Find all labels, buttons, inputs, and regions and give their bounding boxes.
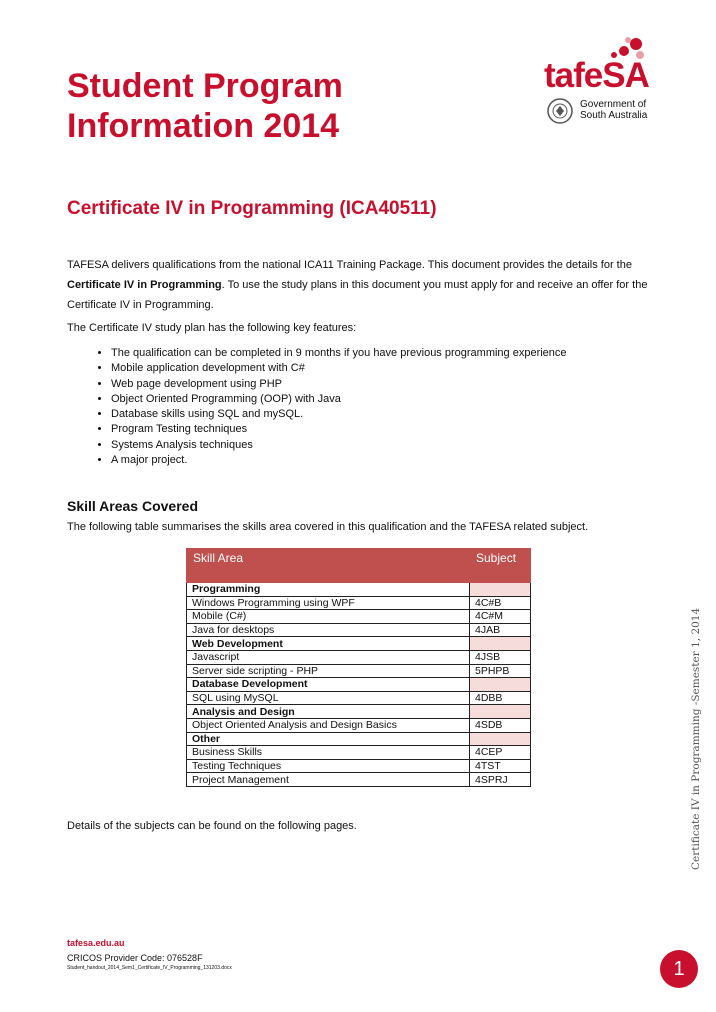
list-item: • The qualification can be completed in 9 months if you have previous programming experience	[111, 346, 567, 361]
subject-cell: 4JSB	[470, 650, 531, 664]
subject-cell	[470, 583, 531, 597]
table-category-row	[187, 732, 531, 746]
header-skill-area: Skill Area	[187, 549, 470, 583]
table-category-row	[187, 583, 531, 597]
tafesa-logo: tafeSA	[544, 56, 649, 95]
list-item: • Program Testing techniques	[111, 422, 567, 437]
details-note: Details of the subjects can be found on the following pages.	[67, 820, 357, 832]
subject-cell: 4TST	[470, 759, 531, 773]
table-row	[187, 718, 531, 732]
subject-cell: 4C#B	[470, 596, 531, 610]
subject-cell	[470, 732, 531, 746]
subject-cell: 4DBB	[470, 691, 531, 705]
gov-line-1: Government of	[580, 99, 647, 110]
table-category-row	[187, 705, 531, 719]
footer-url-link[interactable]: tafesa.edu.au	[67, 938, 125, 948]
page-number-badge: 1	[660, 950, 698, 988]
course-title: Certificate IV in Programming (ICA40511)	[67, 198, 437, 219]
skill-cell: Testing Techniques	[187, 759, 470, 773]
table-row	[187, 623, 531, 637]
table-row	[187, 773, 531, 787]
subject-cell	[470, 678, 531, 692]
skill-cell: Other	[187, 732, 470, 746]
subject-cell	[470, 705, 531, 719]
subject-cell: 4SPRJ	[470, 773, 531, 787]
skill-cell: Programming	[187, 583, 470, 597]
skill-cell: Database Development	[187, 678, 470, 692]
skill-cell: Java for desktops	[187, 623, 470, 637]
skill-cell: Mobile (C#)	[187, 610, 470, 624]
table-row	[187, 596, 531, 610]
intro-text-1: TAFESA delivers qualifications from the national ICA11 Training Package. This document provides the details for the	[67, 259, 632, 271]
skill-cell: Windows Programming using WPF	[187, 596, 470, 610]
intro-paragraph	[67, 255, 657, 315]
features-list	[87, 346, 567, 468]
skill-cell: Server side scripting - PHP	[187, 664, 470, 678]
government-logo-text	[580, 99, 647, 121]
skill-cell: Javascript	[187, 650, 470, 664]
subject-cell	[470, 637, 531, 651]
list-item: • Mobile application development with C#	[111, 361, 567, 376]
skills-intro: The following table summarises the skills area covered in this qualification and the TAFESA related subject.	[67, 521, 589, 533]
intro-bold-course: Certificate IV in Programming	[67, 279, 222, 291]
page-title	[67, 66, 343, 146]
skills-table-body	[187, 583, 531, 787]
table-row	[187, 650, 531, 664]
government-crest-icon	[546, 97, 574, 125]
table-row	[187, 759, 531, 773]
side-running-text: Certificate IV in Programming -Semester 1, 2014	[690, 607, 702, 870]
subject-cell: 4CEP	[470, 746, 531, 760]
subject-cell: 4SDB	[470, 718, 531, 732]
header-subject: Subject	[470, 549, 531, 583]
intro-text-2: . To use the study plans in this document you must apply for and receive an offer for the Certificate IV in Programming.	[67, 279, 648, 311]
list-item: • Object Oriented Programming (OOP) with Java	[111, 392, 567, 407]
table-row	[187, 691, 531, 705]
subject-cell: 5PHPB	[470, 664, 531, 678]
footer-filename: Student_handout_2014_Sem1_Certificate_IV_Programming_131203.docx	[67, 965, 232, 971]
list-item: • Web page development using PHP	[111, 377, 567, 392]
skills-table	[186, 548, 531, 787]
skill-cell: Object Oriented Analysis and Design Basics	[187, 718, 470, 732]
list-item: • Database skills using SQL and mySQL.	[111, 407, 567, 422]
skill-cell: Web Development	[187, 637, 470, 651]
list-item: • Systems Analysis techniques	[111, 438, 567, 453]
features-intro: The Certificate IV study plan has the following key features:	[67, 322, 357, 334]
skill-cell: Business Skills	[187, 746, 470, 760]
table-category-row	[187, 637, 531, 651]
list-item: • A major project.	[111, 453, 567, 468]
gov-line-2: South Australia	[580, 110, 648, 121]
table-header-row	[187, 549, 531, 583]
footer-cricos: CRICOS Provider Code: 076528F	[67, 953, 203, 963]
skill-cell: SQL using MySQL	[187, 691, 470, 705]
page-title-line-2: Information 2014	[67, 107, 340, 145]
skill-cell: Project Management	[187, 773, 470, 787]
table-row	[187, 746, 531, 760]
table-row	[187, 610, 531, 624]
subject-cell: 4C#M	[470, 610, 531, 624]
skill-cell: Analysis and Design	[187, 705, 470, 719]
skills-heading: Skill Areas Covered	[67, 498, 198, 514]
page-title-line-1: Student Program	[67, 67, 343, 105]
table-row	[187, 664, 531, 678]
table-category-row	[187, 678, 531, 692]
subject-cell: 4JAB	[470, 623, 531, 637]
